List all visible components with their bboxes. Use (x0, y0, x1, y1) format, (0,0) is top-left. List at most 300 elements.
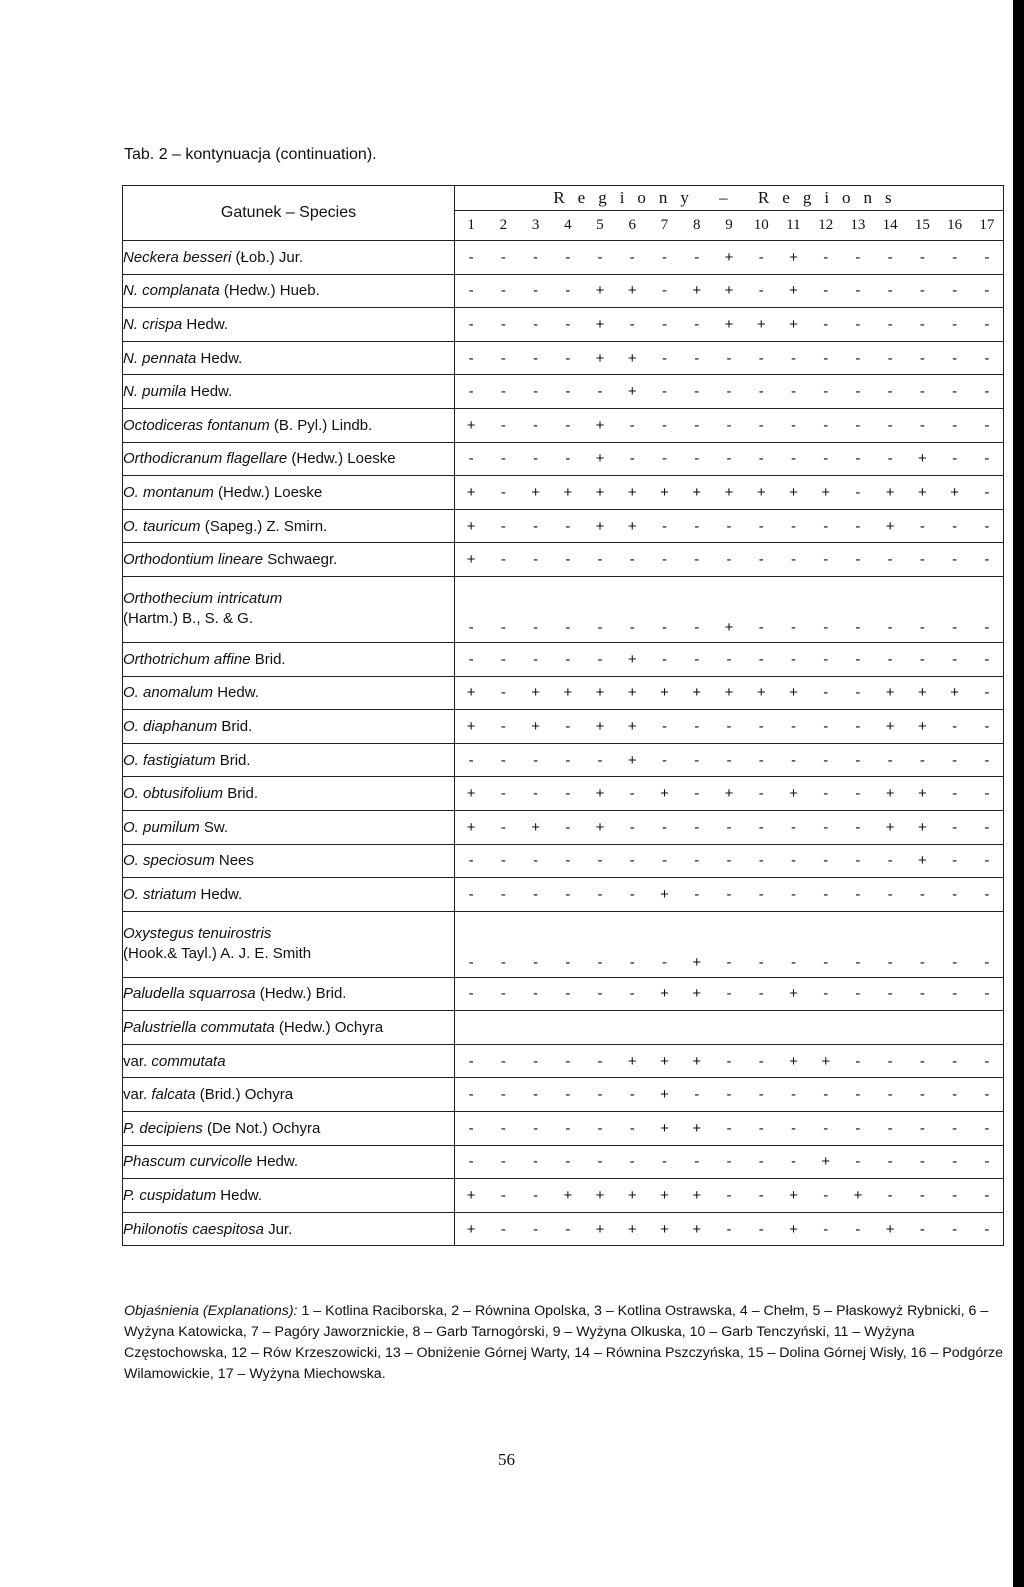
species-author: (Hedw.) Brid. (255, 985, 347, 1003)
presence-mark: - (565, 1052, 571, 1070)
presence-mark: - (726, 349, 732, 367)
presence-mark: - (533, 885, 539, 903)
presence-mark: - (952, 751, 958, 769)
species-latin-name: Orthothecium intricatum (123, 590, 283, 608)
presence-mark: - (952, 885, 958, 903)
presence-mark: - (887, 985, 893, 1003)
species-name-cell (123, 375, 455, 409)
presence-mark: - (726, 1052, 732, 1070)
presence-mark: - (533, 1052, 539, 1070)
presence-mark: - (468, 315, 474, 333)
presence-mark: - (565, 1086, 571, 1104)
presence-mark: + (627, 517, 637, 535)
presence-mark: - (629, 248, 635, 266)
presence-mark: - (984, 852, 990, 870)
presence-mark: + (660, 1119, 669, 1137)
presence-mark: - (952, 1187, 958, 1205)
presence-mark: - (597, 1086, 603, 1104)
species-author: Brid. (250, 650, 286, 668)
presence-mark: + (756, 483, 766, 501)
species-author: (Hedw.) Loeske (213, 483, 323, 501)
presence-mark: - (565, 349, 571, 367)
presence-mark: - (855, 551, 861, 569)
presence-mark: + (692, 1119, 702, 1137)
presence-mark: - (758, 1220, 764, 1238)
region-number: 7 (660, 217, 669, 233)
presence-mark: - (629, 885, 635, 903)
presence-mark: - (790, 717, 796, 735)
presence-mark: - (790, 1153, 796, 1171)
species-name-cell (123, 810, 455, 844)
table-row (123, 543, 1004, 577)
species-name-cell (123, 642, 455, 676)
presence-cell (455, 676, 1004, 710)
presence-mark: - (823, 852, 829, 870)
species-latin-name: N. pennata (123, 349, 197, 367)
presence-mark: + (885, 517, 895, 535)
presence-mark: - (855, 818, 861, 836)
presence-mark: - (790, 650, 796, 668)
presence-mark: + (466, 517, 476, 535)
presence-mark: + (885, 483, 895, 501)
presence-mark: - (629, 852, 635, 870)
presence-mark: + (627, 751, 637, 769)
presence-mark: - (533, 1086, 539, 1104)
species-latin-name: Paludella squarrosa (123, 985, 256, 1003)
presence-mark: + (885, 717, 895, 735)
table-row (123, 476, 1004, 510)
presence-mark: - (984, 551, 990, 569)
presence-cell (455, 710, 1004, 744)
presence-mark: + (531, 684, 540, 702)
regions-column-header: Regiony – Regions (455, 186, 1004, 211)
presence-mark: - (468, 349, 474, 367)
species-name-cell (123, 1112, 455, 1146)
presence-mark: - (919, 282, 925, 300)
presence-mark: - (597, 1153, 603, 1171)
presence-mark: - (984, 1220, 990, 1238)
presence-mark: - (758, 953, 764, 971)
presence-mark: - (887, 282, 893, 300)
presence-mark: + (789, 1052, 798, 1070)
presence-mark: - (984, 349, 990, 367)
presence-mark: - (533, 315, 539, 333)
presence-mark: - (855, 349, 861, 367)
species-author: Jur. (263, 1220, 293, 1238)
presence-mark: - (597, 551, 603, 569)
presence-mark: - (758, 717, 764, 735)
region-number: 12 (818, 217, 834, 233)
species-name-cell (123, 341, 455, 375)
presence-mark: - (919, 517, 925, 535)
presence-mark: - (790, 383, 796, 401)
presence-mark: - (855, 517, 861, 535)
presence-mark: - (887, 1187, 893, 1205)
species-author: Hedw. (252, 1153, 299, 1171)
presence-mark: - (790, 885, 796, 903)
presence-mark: - (758, 282, 764, 300)
presence-mark: - (758, 650, 764, 668)
presence-mark: - (662, 517, 668, 535)
species-author: Brid. (215, 751, 251, 769)
presence-mark: - (597, 852, 603, 870)
presence-mark: - (823, 818, 829, 836)
presence-mark: - (565, 785, 571, 803)
presence-mark: - (919, 953, 925, 971)
presence-mark: - (662, 818, 668, 836)
species-author: Brid. (217, 717, 253, 735)
presence-mark: - (565, 1220, 571, 1238)
presence-mark: + (853, 1187, 863, 1205)
species-name-cell (123, 1078, 455, 1112)
region-number: 14 (882, 217, 898, 233)
species-name-cell (123, 710, 455, 744)
presence-cell (455, 878, 1004, 912)
species-latin-name: O. pumilum (123, 818, 200, 836)
presence-mark: - (468, 985, 474, 1003)
presence-mark: - (984, 1187, 990, 1205)
species-latin-name: O. speciosum (123, 852, 215, 870)
presence-mark: - (500, 248, 506, 266)
presence-mark: + (595, 1187, 605, 1205)
presence-mark: - (533, 1153, 539, 1171)
species-name-cell (123, 676, 455, 710)
species-name-cell (123, 911, 455, 977)
species-latin-name: N. pumila (123, 383, 187, 401)
region-number: 11 (786, 217, 801, 233)
presence-mark: - (855, 483, 861, 501)
presence-mark: - (887, 885, 893, 903)
presence-mark: - (565, 551, 571, 569)
species-name-cell (123, 1044, 455, 1078)
presence-mark: - (790, 450, 796, 468)
presence-mark: - (984, 1153, 990, 1171)
species-name-cell (123, 274, 455, 308)
presence-mark: - (629, 315, 635, 333)
variety-name: commutata (151, 1052, 226, 1070)
presence-mark: - (500, 349, 506, 367)
species-latin-name: Philonotis caespitosa (123, 1220, 264, 1238)
presence-mark: - (726, 985, 732, 1003)
presence-mark: - (694, 450, 700, 468)
presence-mark: - (694, 315, 700, 333)
presence-mark: + (789, 483, 798, 501)
presence-mark: - (500, 551, 506, 569)
presence-mark: - (823, 618, 829, 636)
presence-mark: - (823, 985, 829, 1003)
presence-mark: - (726, 1119, 732, 1137)
presence-mark: - (533, 349, 539, 367)
presence-mark: - (855, 684, 861, 702)
presence-mark: - (984, 785, 990, 803)
presence-mark: - (694, 1153, 700, 1171)
presence-mark: - (823, 1119, 829, 1137)
species-name-cell (123, 476, 455, 510)
presence-mark: - (887, 248, 893, 266)
presence-mark: + (627, 650, 637, 668)
table-row (123, 1179, 1004, 1213)
presence-mark: - (887, 751, 893, 769)
presence-mark: - (694, 349, 700, 367)
presence-mark: - (952, 517, 958, 535)
presence-mark: - (565, 450, 571, 468)
presence-mark: - (468, 953, 474, 971)
presence-mark: - (758, 1153, 764, 1171)
presence-mark: + (789, 315, 798, 333)
table-row (123, 844, 1004, 878)
presence-mark: + (950, 483, 960, 501)
presence-mark: - (500, 450, 506, 468)
presence-mark: - (984, 717, 990, 735)
presence-mark: - (533, 450, 539, 468)
presence-mark: - (694, 416, 700, 434)
presence-mark: - (952, 315, 958, 333)
presence-cell (455, 1044, 1004, 1078)
presence-mark: - (662, 416, 668, 434)
species-name-cell (123, 543, 455, 577)
presence-mark: - (500, 953, 506, 971)
presence-mark: + (692, 282, 702, 300)
presence-mark: - (790, 1119, 796, 1137)
species-latin-name: O. obtusifolium (123, 785, 224, 803)
presence-mark: - (855, 751, 861, 769)
presence-mark: - (823, 349, 829, 367)
presence-cell (455, 642, 1004, 676)
presence-mark: + (531, 483, 540, 501)
presence-mark: - (629, 818, 635, 836)
presence-mark: - (855, 953, 861, 971)
presence-mark: + (885, 785, 895, 803)
presence-mark: - (952, 248, 958, 266)
presence-mark: - (565, 416, 571, 434)
presence-mark: - (855, 717, 861, 735)
presence-mark: + (885, 1220, 895, 1238)
presence-mark: - (565, 852, 571, 870)
presence-mark: - (790, 618, 796, 636)
species-author: (Hedw.) Ochyra (274, 1019, 384, 1037)
presence-mark: - (758, 349, 764, 367)
presence-mark: - (887, 315, 893, 333)
presence-mark: - (468, 650, 474, 668)
presence-mark: + (692, 953, 702, 971)
species-name-cell (123, 1011, 455, 1045)
species-author: (Hedw.) Loeske (287, 450, 396, 468)
presence-mark: - (919, 1187, 925, 1205)
presence-mark: - (887, 852, 893, 870)
presence-mark: - (565, 248, 571, 266)
presence-mark: - (952, 852, 958, 870)
presence-mark: + (692, 1052, 702, 1070)
presence-mark: - (726, 517, 732, 535)
presence-mark: - (500, 650, 506, 668)
table-caption: Tab. 2 – kontynuacja (continuation). (124, 146, 377, 163)
presence-mark: - (468, 450, 474, 468)
presence-mark: - (919, 248, 925, 266)
table-row (123, 241, 1004, 275)
presence-mark: + (692, 985, 702, 1003)
species-author: (B. Pyl.) Lindb. (269, 416, 373, 434)
presence-mark: - (758, 551, 764, 569)
presence-mark: - (952, 717, 958, 735)
presence-mark: - (726, 1086, 732, 1104)
presence-mark: - (597, 985, 603, 1003)
presence-mark: + (595, 282, 605, 300)
region-number: 17 (979, 217, 995, 233)
presence-mark: - (726, 1220, 732, 1238)
presence-cell (455, 1078, 1004, 1112)
presence-mark: - (662, 383, 668, 401)
presence-mark: + (627, 282, 637, 300)
presence-mark: + (466, 416, 476, 434)
presence-mark: + (627, 717, 637, 735)
table-row (123, 676, 1004, 710)
presence-mark: - (919, 885, 925, 903)
species-latin-name: O. anomalum (123, 684, 214, 702)
species-latin-name: P. cuspidatum (123, 1187, 217, 1205)
presence-mark: + (692, 684, 702, 702)
presence-mark: - (758, 383, 764, 401)
species-name-cell (123, 777, 455, 811)
presence-mark: - (565, 517, 571, 535)
presence-mark: - (855, 416, 861, 434)
region-number: 6 (628, 217, 637, 233)
species-latin-name: O. diaphanum (123, 717, 218, 735)
presence-mark: - (726, 383, 732, 401)
presence-mark: - (855, 450, 861, 468)
presence-mark: - (823, 684, 829, 702)
presence-mark: - (726, 450, 732, 468)
presence-mark: + (595, 684, 605, 702)
presence-mark: - (629, 785, 635, 803)
presence-mark: - (758, 818, 764, 836)
presence-mark: + (466, 785, 476, 803)
presence-mark: - (565, 985, 571, 1003)
presence-mark: - (726, 1187, 732, 1205)
species-author: (Brid.) Ochyra (195, 1086, 294, 1104)
page-number: 56 (498, 1450, 515, 1469)
presence-mark: - (952, 953, 958, 971)
presence-mark: - (919, 1086, 925, 1104)
presence-mark: - (629, 1153, 635, 1171)
presence-cell (455, 743, 1004, 777)
presence-mark: + (595, 349, 605, 367)
presence-mark: - (758, 1119, 764, 1137)
presence-mark: + (724, 618, 734, 636)
region-number: 1 (467, 217, 475, 233)
species-name-cell (123, 308, 455, 342)
presence-mark: - (887, 1153, 893, 1171)
presence-mark: - (533, 852, 539, 870)
presence-mark: - (629, 953, 635, 971)
presence-mark: - (694, 551, 700, 569)
presence-mark: - (726, 751, 732, 769)
presence-mark: - (855, 785, 861, 803)
presence-mark: - (662, 315, 668, 333)
presence-mark: - (565, 1119, 571, 1137)
species-author: Hedw. (182, 315, 229, 333)
species-author: Nees (214, 852, 254, 870)
presence-mark: - (855, 885, 861, 903)
presence-mark: - (629, 1086, 635, 1104)
presence-mark: + (821, 1153, 831, 1171)
presence-mark: - (790, 852, 796, 870)
region-number: 2 (499, 217, 508, 233)
presence-mark: + (660, 1086, 669, 1104)
species-latin-name: Octodiceras fontanum (123, 416, 270, 434)
presence-mark: - (758, 1086, 764, 1104)
presence-mark: + (660, 885, 669, 903)
presence-mark: - (468, 1119, 474, 1137)
presence-cell (455, 442, 1004, 476)
species-latin-name: O. montanum (123, 483, 214, 501)
presence-mark: - (984, 751, 990, 769)
presence-mark: - (855, 282, 861, 300)
region-number: 15 (914, 217, 930, 233)
presence-mark: - (919, 315, 925, 333)
table-row (123, 341, 1004, 375)
table-row (123, 576, 1004, 642)
presence-mark: - (533, 751, 539, 769)
presence-mark: - (823, 517, 829, 535)
presence-mark: - (790, 349, 796, 367)
presence-mark: - (500, 1052, 506, 1070)
presence-mark: + (595, 717, 605, 735)
presence-mark: - (790, 517, 796, 535)
presence-mark: - (919, 1119, 925, 1137)
presence-mark: - (887, 551, 893, 569)
presence-cell (455, 844, 1004, 878)
explanations-footnote (124, 1301, 1011, 1385)
presence-mark: - (952, 650, 958, 668)
presence-mark: - (565, 383, 571, 401)
presence-mark: - (887, 450, 893, 468)
presence-mark: - (919, 1052, 925, 1070)
presence-mark: - (823, 650, 829, 668)
presence-mark: - (533, 1187, 539, 1205)
table-row (123, 308, 1004, 342)
table-row (123, 1112, 1004, 1146)
presence-mark: - (952, 618, 958, 636)
presence-mark: - (533, 985, 539, 1003)
presence-cell (455, 543, 1004, 577)
presence-mark: - (919, 618, 925, 636)
region-number: 5 (596, 217, 604, 233)
region-number: 8 (693, 217, 701, 233)
presence-mark: - (758, 751, 764, 769)
presence-mark: - (887, 1119, 893, 1137)
presence-mark: + (595, 416, 605, 434)
presence-mark: + (692, 1187, 702, 1205)
presence-mark: - (500, 517, 506, 535)
presence-mark: - (790, 953, 796, 971)
presence-mark: - (468, 885, 474, 903)
presence-mark: - (500, 1187, 506, 1205)
presence-mark: + (724, 248, 734, 266)
presence-mark: - (952, 1119, 958, 1137)
presence-mark: - (468, 852, 474, 870)
region-number: 3 (531, 217, 540, 233)
presence-mark: + (724, 483, 734, 501)
presence-mark: - (790, 551, 796, 569)
presence-mark: - (984, 517, 990, 535)
presence-mark: + (821, 1052, 831, 1070)
presence-mark: + (466, 483, 476, 501)
footnote-text: 1 – Kotlina Raciborska, 2 – Równina Opolska, 3 – Kotlina Ostrawska, 4 – Chełm, 5 – Płaskowyż Rybnicki, 6 – Wyżyna Katowicka, 7 – Pagóry Jaworznickie, 8 – Garb Tarnogórski, 9 – Wyżyna Olkuska, 10 – Garb Tenczyński, 11 – Wyżyna Częstochowska, 12 – Rów Krzeszowicki, 13 – Obniżenie Górnej Warty, 14 – Równina Pszczyńska, 15 – Dolina Górnej Wisły, 16 – Podgórze Wilamowickie, 17 – Wyżyna Miechowska. (124, 1303, 1003, 1382)
presence-mark: - (855, 1119, 861, 1137)
presence-mark: + (466, 818, 476, 836)
species-name-cell (123, 743, 455, 777)
variety-name: falcata (151, 1086, 196, 1104)
